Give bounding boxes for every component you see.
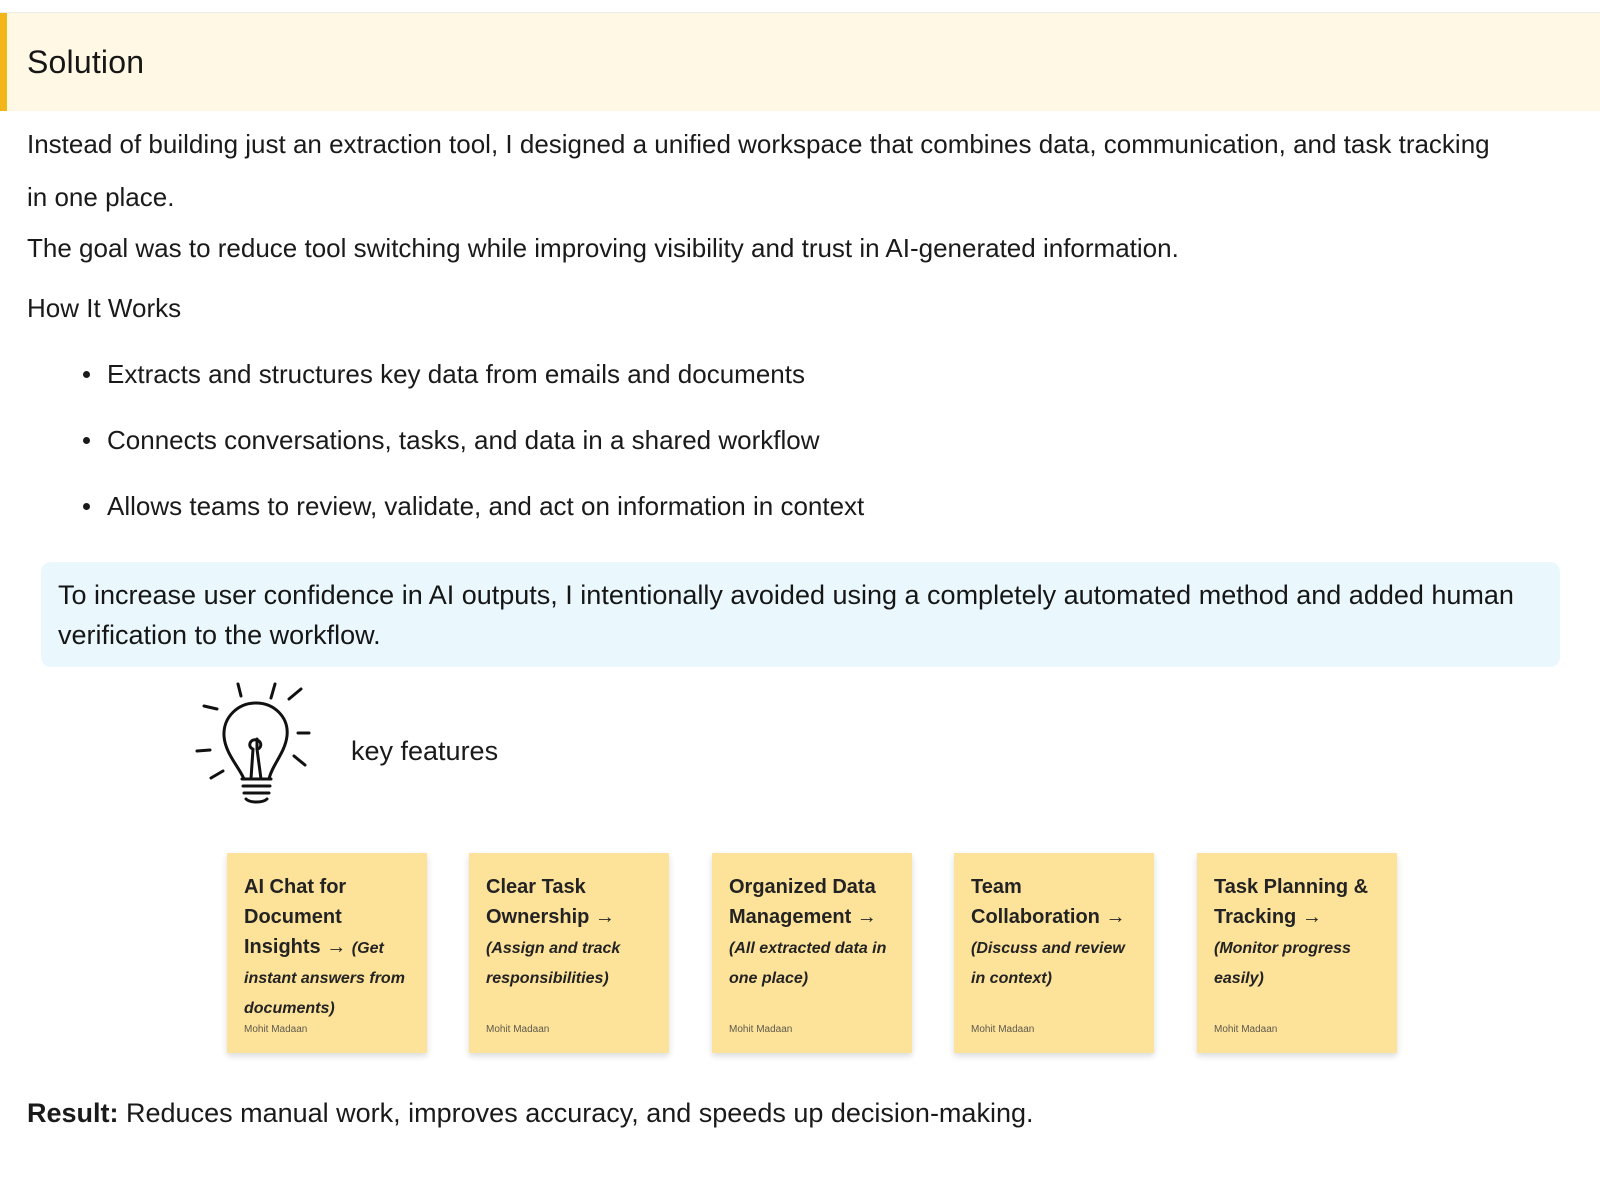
list-item: Connects conversations, tasks, and data in a shared workflow bbox=[80, 416, 864, 482]
result-label: Result: bbox=[27, 1098, 119, 1128]
note-author: Mohit Madaan bbox=[1214, 1024, 1278, 1035]
note-title: AI Chat for Document Insights → bbox=[244, 876, 347, 958]
note-author: Mohit Madaan bbox=[244, 1024, 308, 1035]
note-author: Mohit Madaan bbox=[486, 1024, 550, 1035]
callout-box bbox=[41, 562, 1560, 667]
note-title: Team Collaboration → bbox=[971, 876, 1126, 928]
header-accent-bar bbox=[0, 13, 7, 111]
sticky-note bbox=[1197, 853, 1397, 1053]
sticky-note bbox=[227, 853, 427, 1053]
note-author: Mohit Madaan bbox=[729, 1024, 793, 1035]
note-title: Clear Task Ownership → bbox=[486, 876, 615, 928]
note-description: (Discuss and review in context) bbox=[971, 940, 1125, 987]
key-features-label: key features bbox=[351, 736, 499, 766]
sticky-note bbox=[954, 853, 1154, 1053]
list-item: Allows teams to review, validate, and act on information in context bbox=[80, 482, 864, 548]
page-title: Solution bbox=[27, 44, 145, 80]
how-it-works-list bbox=[80, 350, 864, 548]
note-title: Task Planning & Tracking → bbox=[1214, 876, 1369, 928]
how-it-works-heading: How It Works bbox=[27, 293, 182, 323]
intro-paragraph-2: The goal was to reduce tool switching while improving visibility and trust in AI-generated information. bbox=[27, 233, 1179, 263]
note-description: (Monitor progress easily) bbox=[1214, 940, 1351, 987]
note-description: (Get instant answers from documents) bbox=[244, 940, 405, 1017]
note-description: (All extracted data in one place) bbox=[729, 940, 887, 987]
result-text: Reduces manual work, improves accuracy, and speeds up decision-making. bbox=[126, 1098, 1034, 1128]
sticky-note bbox=[712, 853, 912, 1053]
intro-paragraph-1: Instead of building just an extraction tool, I designed a unified workspace that combines data, communication, and task tracking in one place. bbox=[27, 129, 1490, 212]
note-description: (Assign and track responsibilities) bbox=[486, 940, 621, 987]
section-header bbox=[0, 13, 1600, 111]
note-author: Mohit Madaan bbox=[971, 1024, 1035, 1035]
sticky-note bbox=[469, 853, 669, 1053]
result-line bbox=[27, 1098, 1033, 1129]
lightbulb-icon bbox=[195, 681, 317, 807]
callout-text: To increase user confidence in AI outputs, I intentionally avoided using a completely automated method and added human verification to the workflow. bbox=[58, 580, 1514, 650]
note-title: Organized Data Management → bbox=[729, 876, 877, 928]
list-item: Extracts and structures key data from emails and documents bbox=[80, 350, 864, 416]
